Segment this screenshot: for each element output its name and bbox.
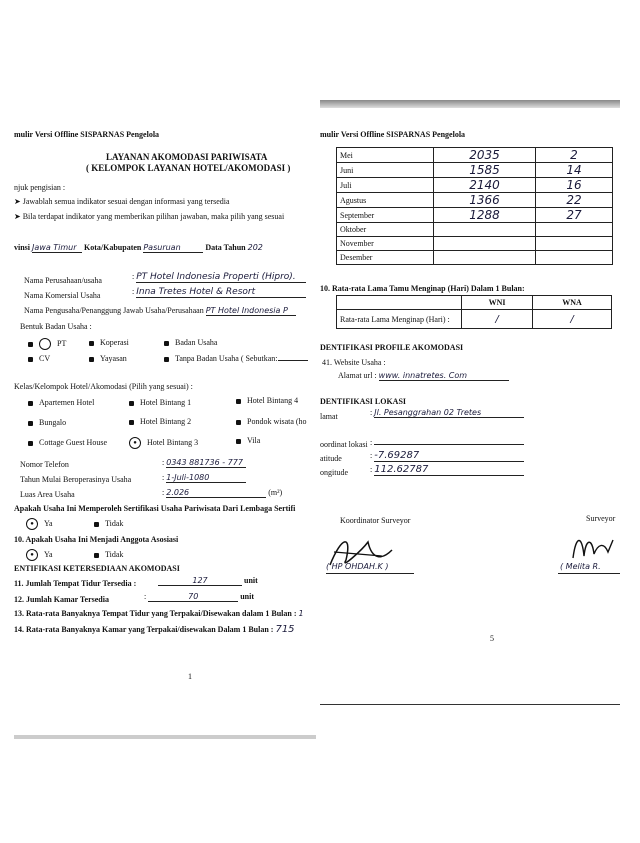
month-value-b[interactable]: 22: [536, 193, 613, 208]
form-subtitle: ( KELOMPOK LAYANAN HOTEL/AKOMODASI ): [86, 163, 291, 173]
wni-header: WNI: [462, 296, 533, 310]
form-page-left: [14, 100, 316, 740]
lokasi-header: DENTIFIKASI LOKASI: [320, 397, 407, 406]
bentuk-opt-koperasi[interactable]: Koperasi: [89, 338, 129, 347]
q13-value: 1: [298, 609, 304, 618]
month-value-b[interactable]: [536, 237, 613, 251]
q11-value: 127: [158, 576, 242, 586]
alamat-url-value: www. innatretes. Com: [379, 371, 509, 381]
tahun-label: Data Tahun: [205, 243, 246, 252]
luas-value: 2.026: [166, 488, 266, 498]
nama-perusahaan-row: : PT Hotel Indonesia Properti (Hipro).: [132, 272, 306, 283]
page-band: [320, 100, 620, 108]
alamat-url-row: [338, 371, 509, 381]
form-page-right: [320, 100, 620, 710]
tahun-op-label: Tahun Mulai Beroperasinya Usaha: [20, 475, 132, 484]
month-value-b[interactable]: [536, 223, 613, 237]
arrow-bullet-icon: ➤: [14, 197, 21, 206]
month-label: September: [337, 208, 434, 223]
month-label: Oktober: [337, 223, 434, 237]
month-row: [337, 193, 613, 208]
kelas-opt-b3[interactable]: ● Hotel Bintang 3: [129, 437, 198, 449]
instruction-1-text: Jawablah semua indikator sesuai dengan informasi yang tersedia: [22, 197, 230, 206]
page-bottom-line: [320, 704, 620, 705]
lama-blank: [337, 296, 462, 310]
latitude-label: atitude: [320, 454, 342, 463]
month-value-b[interactable]: 2: [536, 148, 613, 163]
latitude-row: : -7.69287: [370, 450, 524, 462]
month-value-a[interactable]: 1366: [434, 193, 536, 208]
kelas-opt-b4[interactable]: Hotel Bintang 4: [236, 396, 298, 405]
bentuk-opt-cv[interactable]: CV: [28, 354, 50, 363]
nama-perusahaan-value: PT Hotel Indonesia Properti (Hipro).: [136, 272, 306, 283]
alamat-label: lamat: [320, 412, 338, 421]
bentuk-opt-badan[interactable]: Badan Usaha: [164, 338, 217, 347]
month-label: Desember: [337, 251, 434, 265]
kelas-opt-pondok[interactable]: Pondok wisata (ho: [236, 417, 307, 426]
website-label: 41. Website Usaha :: [322, 358, 386, 367]
location-row: [14, 243, 263, 253]
lama-menginap-table: [336, 295, 612, 329]
month-label: November: [337, 237, 434, 251]
lama-wna[interactable]: /: [533, 310, 612, 329]
form-header: mulir Versi Offline SISPARNAS Pengelola: [320, 130, 466, 139]
month-value-a[interactable]: [434, 237, 536, 251]
kelas-opt-b1[interactable]: Hotel Bintang 1: [129, 398, 191, 407]
kelas-opt-bungalo[interactable]: Bungalo: [28, 418, 66, 427]
profile-header: DENTIFIKASI PROFILE AKOMODASI: [320, 343, 464, 352]
selected-dot-icon: ●: [129, 437, 141, 449]
kota-value: Pasuruan: [143, 243, 203, 253]
page-shadow: [14, 735, 316, 739]
telp-row: : 0343 881736 - 777: [162, 458, 246, 468]
nama-komersial-label: Nama Komersial Usaha: [24, 291, 101, 300]
koord-surveyor-label: Koordinator Surveyor: [340, 516, 411, 525]
sert-ya[interactable]: ● Ya: [26, 518, 53, 530]
month-value-b[interactable]: 27: [536, 208, 613, 223]
month-row: [337, 148, 613, 163]
kelas-label: Kelas/Kelompok Hotel/Akomodasi (Pilih yang sesuai) :: [14, 382, 193, 391]
sert-tidak[interactable]: Tidak: [94, 519, 123, 528]
longitude-label: ongitude: [320, 468, 348, 477]
tahun-op-value: 1-Juli-1080: [166, 473, 246, 483]
nama-pengusaha-label: Nama Pengusaha/Penanggung Jawab Usaha/Perusahaan: [24, 306, 204, 315]
month-label: Mei: [337, 148, 434, 163]
ketersediaan-header: ENTIFIKASI KETERSEDIAAN AKOMODASI: [14, 564, 180, 573]
luas-label: Luas Area Usaha: [20, 490, 75, 499]
bentuk-opt-tanpa[interactable]: Tanpa Badan Usaha ( Sebutkan:: [164, 354, 308, 363]
nama-komersial-value: Inna Tretes Hotel & Resort: [136, 287, 306, 298]
kelas-opt-vila[interactable]: Vila: [236, 436, 260, 445]
selected-dot-icon: ●: [26, 549, 38, 561]
month-row: [337, 237, 613, 251]
month-value-a[interactable]: [434, 223, 536, 237]
telp-label: Nomor Telefon: [20, 460, 69, 469]
month-value-a[interactable]: 2140: [434, 178, 536, 193]
longitude-value: 112.62787: [374, 464, 524, 476]
telp-value: 0343 881736 - 777: [166, 458, 246, 468]
month-row: [337, 163, 613, 178]
surveyor-name: ( Melita R.: [560, 562, 601, 571]
tahun-value: 202: [247, 243, 263, 252]
form-header: mulir Versi Offline SISPARNAS Pengelola: [14, 130, 160, 139]
alamat-url-label: Alamat url :: [338, 371, 377, 380]
instructions-label: njuk pengisian :: [14, 183, 66, 192]
q10-label: 10. Rata-rata Lama Tamu Menginap (Hari) Dalam 1 Bulan:: [320, 284, 525, 293]
q12-row: : 70 unit: [144, 592, 255, 601]
longitude-row: : 112.62787: [370, 464, 524, 476]
nama-komersial-row: : Inna Tretes Hotel & Resort: [132, 287, 306, 298]
month-value-a[interactable]: 1585: [434, 163, 536, 178]
alamat-value: Jl. Pesanggrahan 02 Tretes: [374, 408, 524, 418]
asos-tidak[interactable]: Tidak: [94, 550, 123, 559]
q12-label: 12. Jumlah Kamar Tersedia: [14, 595, 109, 604]
month-value-b[interactable]: [536, 251, 613, 265]
arrow-bullet-icon: ➤: [14, 212, 21, 221]
month-label: Juli: [337, 178, 434, 193]
month-row: [337, 223, 613, 237]
luas-unit: (m²): [268, 488, 283, 497]
page-number: 1: [188, 672, 192, 681]
province-value: Jawa Timur: [32, 243, 82, 253]
form-title: LAYANAN AKOMODASI PARIWISATA: [106, 152, 268, 162]
kelas-opt-apartemen[interactable]: Apartemen Hotel: [28, 398, 94, 407]
q11-label: 11. Jumlah Tempat Tidur Tersedia :: [14, 579, 137, 588]
q14-value: 715: [275, 624, 295, 635]
bentuk-opt-yayasan[interactable]: Yayasan: [89, 354, 127, 363]
month-label: Agustus: [337, 193, 434, 208]
lama-label: Rata-rata Lama Menginap (Hari) :: [337, 310, 462, 329]
kota-label: Kota/Kabupaten: [84, 243, 142, 252]
asos-ya[interactable]: ● Ya: [26, 549, 53, 561]
kelas-opt-cottage[interactable]: Cottage Guest House: [28, 438, 107, 447]
month-value-a[interactable]: 1288: [434, 208, 536, 223]
instruction-1: [14, 197, 230, 206]
bentuk-opt-pt[interactable]: PT: [28, 338, 66, 350]
monthly-table: [336, 147, 613, 265]
circle-mark-icon: [39, 338, 51, 350]
surveyor-signature: [568, 530, 618, 565]
koordinat-label: oordinat lokasi: [320, 440, 368, 449]
month-row: [337, 251, 613, 265]
province-label: vinsi: [14, 243, 31, 252]
instruction-2-text: Bila terdapat indikator yang memberikan pilihan jawaban, maka pilih yang sesuai: [22, 212, 285, 221]
bentuk-label: Bentuk Badan Usaha :: [20, 322, 92, 331]
q11-row: 127 unit: [158, 576, 258, 586]
month-row: [337, 208, 613, 223]
latitude-value: -7.69287: [374, 450, 524, 462]
kelas-opt-b2[interactable]: Hotel Bintang 2: [129, 417, 191, 426]
wna-header: WNA: [533, 296, 612, 310]
sertifikasi-label: Apakah Usaha Ini Memperoleh Sertifikasi Usaha Pariwisata Dari Lembaga Sertifi: [14, 504, 296, 513]
selected-dot-icon: ●: [26, 518, 38, 530]
month-value-b[interactable]: 16: [536, 178, 613, 193]
q13-row: 13. Rata-rata Banyaknya Tempat Tidur yang Terpakai/Disewakan dalam 1 Bulan : 1: [14, 609, 304, 618]
month-value-b[interactable]: 14: [536, 163, 613, 178]
q12-value: 70: [148, 592, 238, 602]
month-value-a[interactable]: 2035: [434, 148, 536, 163]
page-number: 5: [490, 634, 494, 643]
lama-wni[interactable]: /: [462, 310, 533, 329]
q14-row: 14. Rata-rata Banyaknya Kamar yang Terpakai/disewakan Dalam 1 Bulan : 715: [14, 624, 295, 635]
tahun-op-row: : 1-Juli-1080: [162, 473, 246, 483]
nama-pengusaha-value: PT Hotel Indonesia P: [206, 306, 296, 316]
luas-row: : 2.026 (m²): [162, 488, 283, 497]
month-value-a[interactable]: [434, 251, 536, 265]
surveyor-label: Surveyor: [586, 514, 616, 523]
koordinat-row: :: [370, 438, 524, 447]
month-row: [337, 178, 613, 193]
surveyor-line: [558, 573, 620, 574]
asosiasi-label: 10. Apakah Usaha Ini Menjadi Anggota Asosiasi: [14, 535, 179, 544]
alamat-row: : Jl. Pesanggrahan 02 Tretes: [370, 408, 524, 418]
nama-pengusaha-row: [24, 306, 296, 316]
nama-perusahaan-label: Nama Perusahaan/usaha: [24, 276, 102, 285]
instruction-2: [14, 212, 284, 221]
koord-name: ( HP OHDAH.K ): [326, 562, 389, 571]
month-label: Juni: [337, 163, 434, 178]
koord-line: [326, 573, 414, 574]
